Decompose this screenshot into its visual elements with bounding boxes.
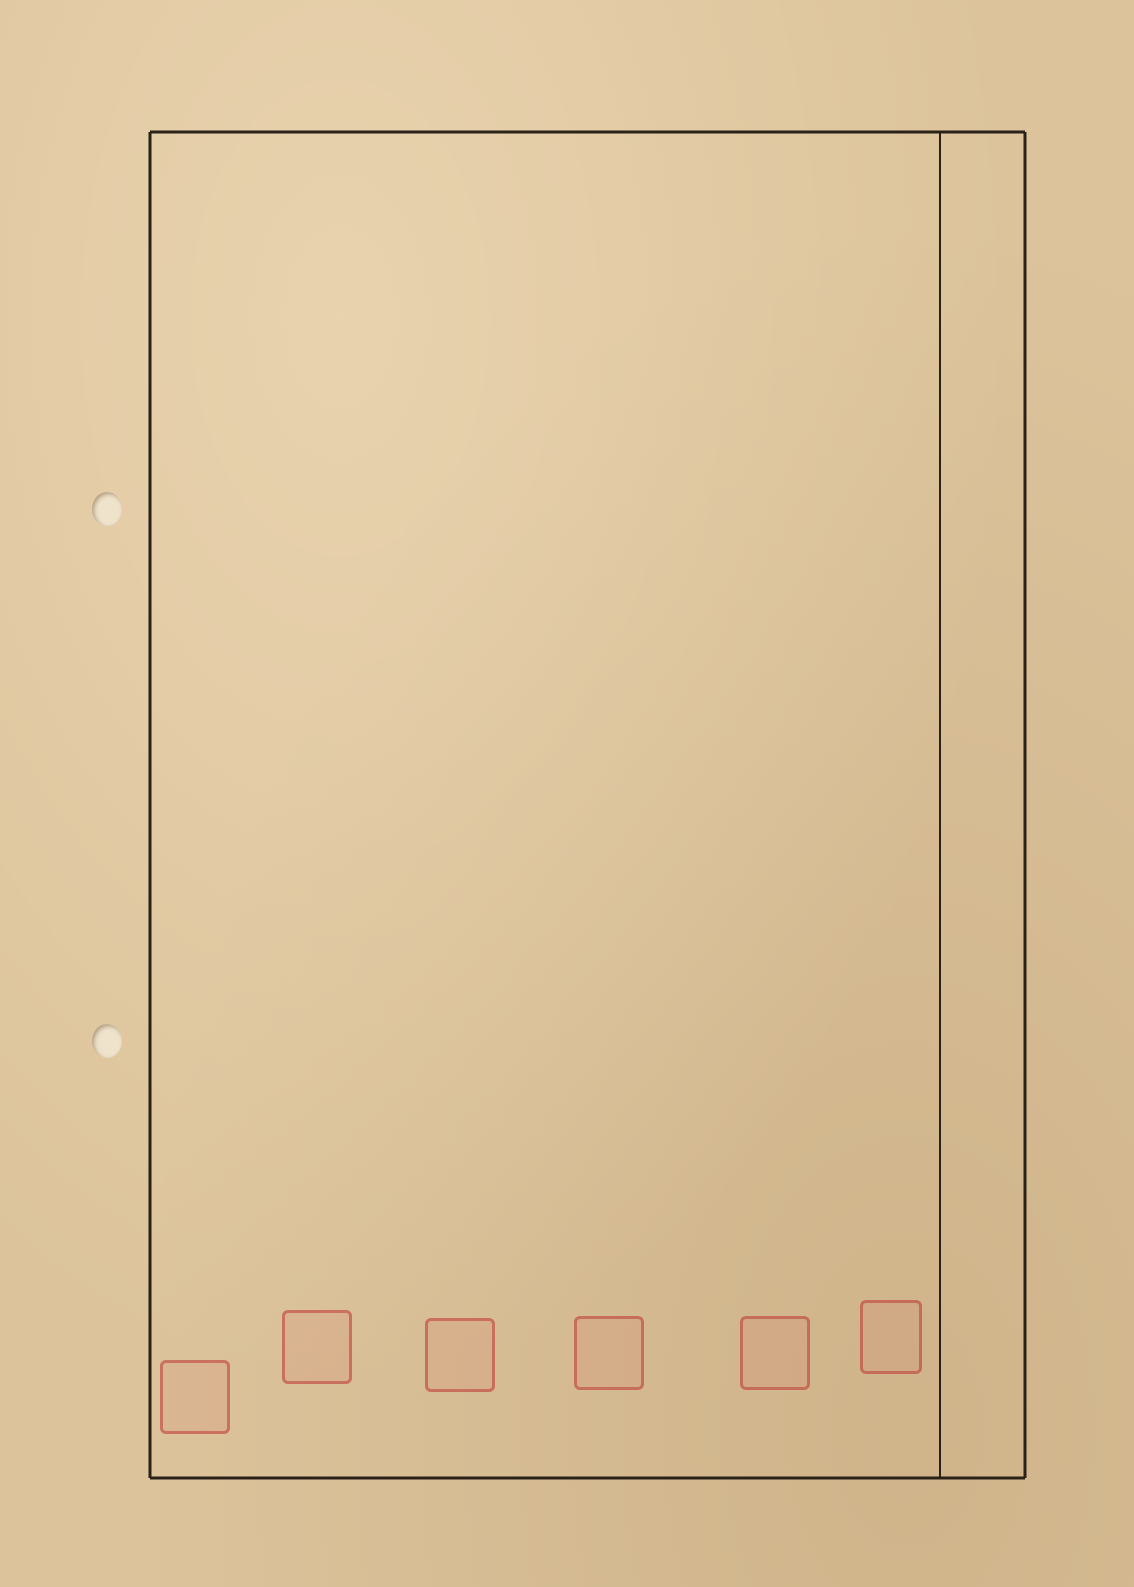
red-seal-stamp <box>740 1316 810 1390</box>
red-seal-stamp <box>574 1316 644 1390</box>
title-column <box>1040 282 1100 1182</box>
red-seal-stamp <box>282 1310 352 1384</box>
red-seal-stamp <box>425 1318 495 1392</box>
red-seal-stamp <box>160 1360 230 1434</box>
red-seal-stamp <box>860 1300 922 1374</box>
